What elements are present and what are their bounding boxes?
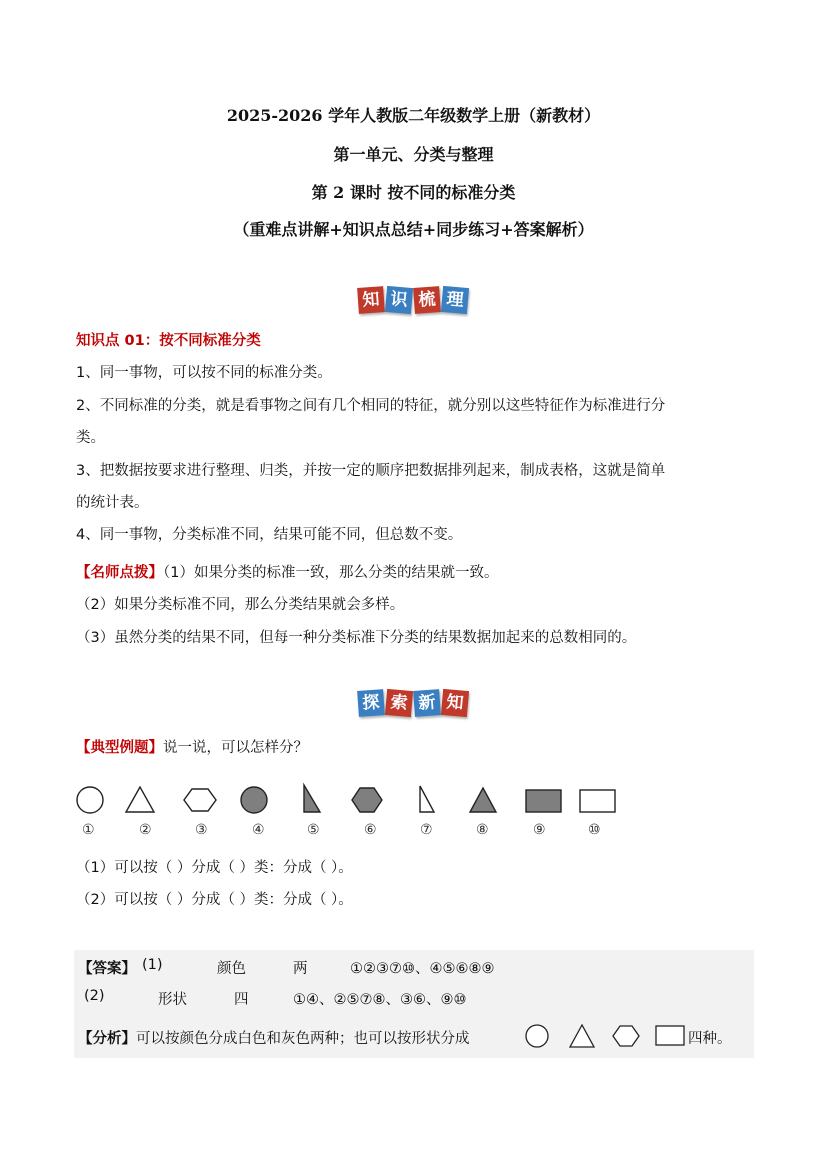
answer-2-groups: ①④、②⑤⑦⑧、③⑥、⑨⑩ <box>293 992 467 1008</box>
badge-char: 识 <box>385 286 413 314</box>
example-text: 说一说，可以怎样分？ <box>163 740 308 756</box>
answer-1-count: 两 <box>293 961 308 977</box>
shape-number: ⑩ <box>588 822 601 838</box>
shape-1-white-circle <box>77 787 103 813</box>
analysis-text: 可以按颜色分成白色和灰色两种；也可以按形状分成 <box>136 1031 470 1047</box>
badge-char: 探 <box>357 689 385 717</box>
rectangle-shape <box>656 1026 684 1045</box>
shape-2-white-triangle <box>126 787 154 812</box>
badge-char: 索 <box>385 689 413 717</box>
shape-number: ⑤ <box>307 822 320 838</box>
analysis-end: 四种。 <box>688 1031 732 1047</box>
shape-number: ⑦ <box>420 822 433 838</box>
answer-2-prefix: (2) <box>84 988 105 1004</box>
shape-3-white-hexagon <box>184 789 216 811</box>
shape-10-white-rectangle <box>580 790 615 812</box>
answer-2-count: 四 <box>234 992 249 1008</box>
question-2: （2）可以按（ ）分成（ ）类：分成（ ）。 <box>76 892 353 908</box>
shape-number: ⑥ <box>364 822 377 838</box>
triangle-shape <box>570 1025 594 1047</box>
analysis-label: 【分析】 <box>78 1031 136 1047</box>
badge-char: 知 <box>441 689 469 717</box>
shape-9-gray-rectangle <box>526 790 561 812</box>
shape-number: ③ <box>195 822 208 838</box>
answer-2-standard: 形状 <box>158 992 187 1008</box>
example-label: 【典型例题】 <box>76 740 163 756</box>
analysis-line <box>78 1027 470 1048</box>
shape-number: ② <box>139 822 152 838</box>
answer-1-standard: 颜色 <box>217 961 246 977</box>
circle-shape <box>526 1025 548 1047</box>
shape-number: ⑨ <box>533 822 546 838</box>
badge-char: 新 <box>413 689 441 717</box>
knowledge-point-4: 4、同一事物，分类标准不同，结果可能不同，但总数不变。 <box>76 527 463 543</box>
hexagon-shape <box>613 1026 639 1046</box>
knowledge-point-3b: 的统计表。 <box>76 495 149 511</box>
tips-label: 【名师点拨】 <box>76 565 163 581</box>
example-question <box>76 738 308 758</box>
badge-char: 知 <box>357 286 385 314</box>
shape-7-white-right-triangle <box>420 786 434 812</box>
tips-text-1: （1）如果分类的标准一致，那么分类的结果就一致。 <box>163 565 499 581</box>
shapes-row <box>70 780 630 820</box>
shape-number: ⑧ <box>476 822 489 838</box>
question-1: （1）可以按（ ）分成（ ）类：分成（ ）。 <box>76 860 353 876</box>
shape-5-gray-right-triangle <box>304 785 320 812</box>
knowledge-heading: 知识点 01：按不同标准分类 <box>76 333 261 349</box>
answer-1-groups: ①②③⑦⑩、④⑤⑥⑧⑨ <box>350 961 495 977</box>
badge-char: 梳 <box>413 286 441 314</box>
shape-6-gray-hexagon <box>352 788 382 812</box>
tips-line-3: （3）虽然分类的结果不同，但每一种分类标准下分类的结果数据加起来的总数相同的。 <box>76 630 637 646</box>
shape-8-gray-triangle <box>470 788 496 812</box>
lesson-title: 第 2 课时 按不同的标准分类 <box>311 183 516 202</box>
knowledge-point-2b: 类。 <box>76 430 105 446</box>
section-badge-explore <box>358 690 470 716</box>
answer-label: 【答案】 <box>78 961 136 977</box>
tips-line-2: （2）如果分类标准不同，那么分类结果就会多样。 <box>76 597 405 613</box>
subtitle: （重难点讲解+知识点总结+同步练习+答案解析） <box>233 220 594 239</box>
answer-1-prefix: (1) <box>142 957 163 973</box>
knowledge-point-1: 1、同一事物，可以按不同的标准分类。 <box>76 365 332 381</box>
knowledge-point-3a: 3、把数据按要求进行整理、归类，并按一定的顺序把数据排列起来，制成表格，这就是简单 <box>76 463 666 479</box>
tips-line-1 <box>76 563 498 583</box>
analysis-shapes <box>524 1022 686 1050</box>
shape-number: ① <box>82 822 95 838</box>
doc-title: 2025-2026 学年人教版二年级数学上册（新教材） <box>226 106 601 125</box>
knowledge-point-2a: 2、不同标准的分类，就是看事物之间有几个相同的特征，就分别以这些特征作为标准进行分 <box>76 398 666 414</box>
section-badge-knowledge <box>358 287 470 313</box>
unit-title: 第一单元、分类与整理 <box>333 145 494 164</box>
badge-char: 理 <box>441 286 469 314</box>
shape-number: ④ <box>252 822 265 838</box>
shape-4-gray-circle <box>241 787 267 813</box>
